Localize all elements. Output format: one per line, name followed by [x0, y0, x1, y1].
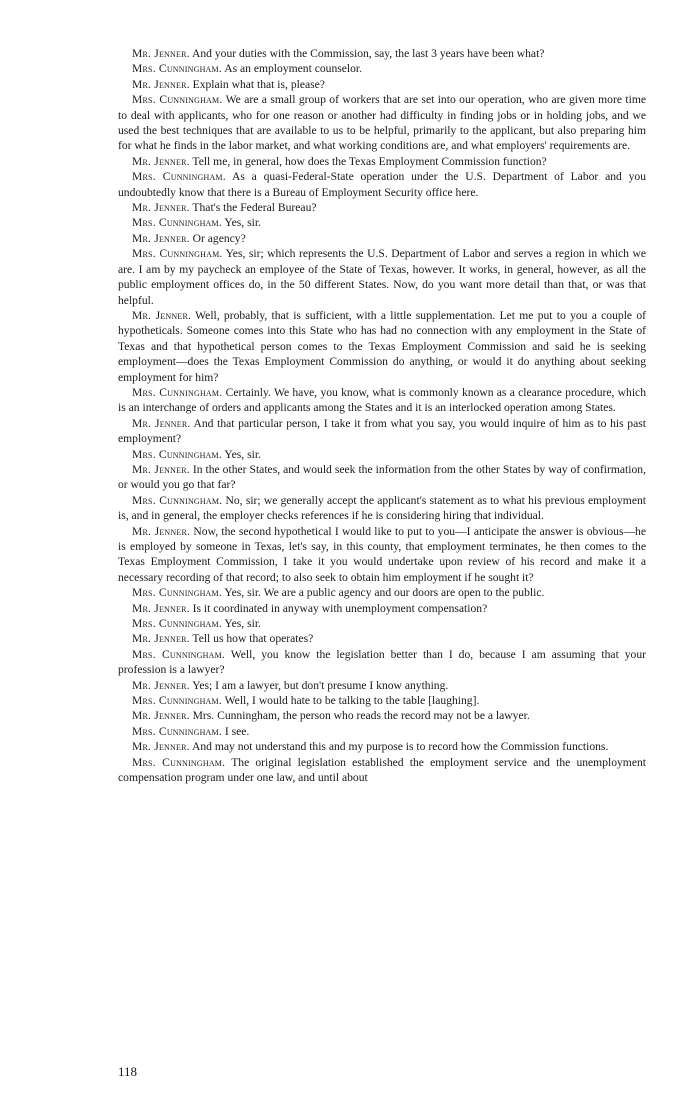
testimony-text: And may not understand this and my purpose is to record how the Commission functions. [191, 740, 609, 754]
speaker-name: Mr. Jenner. [132, 308, 192, 322]
testimony-text: Or agency? [192, 231, 246, 245]
testimony-text: Now, the second hypothetical I would like to put to you—I anticipate the answer is obvious—he is employed by someone in Texas, let's say, in this county, that employment terminates, he then comes to the Texas Employment Commission, I take it you would undertake upon review of his record and make it a necessary recording of that record; to also seek to obtain him employment if he sought it? [118, 524, 646, 584]
speaker-name: Mr. Jenner. [132, 601, 190, 615]
speaker-name: Mr. Jenner. [132, 632, 190, 646]
speaker-name: Mrs. Cunningham. [132, 170, 226, 184]
testimony-paragraph [118, 724, 646, 739]
testimony-paragraph [118, 647, 646, 678]
testimony-text: Yes, sir. We are a public agency and our doors are open to the public. [224, 586, 545, 600]
testimony-text: Explain what that is, please? [192, 77, 325, 91]
testimony-text: Yes, sir; which represents the U.S. Department of Labor and serves a region in which we are. I am by my paycheck an employee of the State of Texas, however. It works, in general, however, as all the public employment offices do, in the 50 different States. Now, do you want more detail than that, or was that helpful. [118, 247, 646, 307]
testimony-paragraph [118, 493, 646, 524]
speaker-name: Mrs. Cunningham. [132, 216, 222, 230]
testimony-text: And that particular person, I take it from what you say, you would inquire of him as to his past employment? [118, 416, 646, 446]
testimony-paragraph [118, 524, 646, 586]
testimony-text: Well, probably, that is sufficient, with a little supplementation. Let me put to you a couple of hypotheticals. Someone comes into this State who has had no connection with any employment in the State of Texas and that hypothetical person comes to the Texas Employment Commission and said he is seeking employment—does the Texas Employment Commission do anything, or would it do anything about seeking employment for him? [118, 308, 646, 384]
testimony-text: Well, you know the legislation better than I do, because I am assuming that your profession is a lawyer? [118, 647, 646, 677]
speaker-name: Mr. Jenner. [132, 231, 190, 245]
speaker-name: Mr. Jenner. [132, 524, 191, 538]
speaker-name: Mr. Jenner. [132, 709, 190, 723]
testimony-paragraph [118, 154, 646, 169]
testimony-paragraph [118, 616, 646, 631]
speaker-name: Mrs. Cunningham. [132, 247, 223, 261]
testimony-text: Yes, sir. [224, 617, 261, 631]
testimony-text: Tell me, in general, how does the Texas Employment Commission function? [192, 154, 547, 168]
page-number: 118 [118, 1064, 138, 1079]
testimony-paragraph [118, 169, 646, 200]
speaker-name: Mrs. Cunningham. [132, 724, 222, 738]
testimony-text: I see. [224, 724, 250, 738]
testimony-text: That's the Federal Bureau? [192, 201, 317, 215]
testimony-text: Yes, sir. [224, 447, 261, 461]
testimony-text: Certainly. We have, you know, what is commonly known as a clearance procedure, which is an interchange of orders and applicants among the States and it is an interlocked operation among States. [118, 385, 647, 415]
testimony-paragraph [118, 708, 646, 723]
speaker-name: Mr. Jenner. [132, 201, 190, 215]
testimony-paragraph [118, 462, 646, 493]
testimony-text: Yes; I am a lawyer, but don't presume I know anything. [192, 678, 449, 692]
testimony-paragraph [118, 215, 646, 230]
speaker-name: Mr. Jenner. [132, 740, 190, 754]
speaker-name: Mrs. Cunningham. [132, 93, 223, 107]
speaker-name: Mrs. Cunningham. [132, 755, 226, 769]
testimony-text: Mrs. Cunningham, the person who reads the record may not be a lawyer. [192, 709, 530, 723]
testimony-paragraph [118, 92, 646, 154]
testimony-text: And your duties with the Commission, say, the last 3 years have been what? [191, 47, 545, 60]
testimony-paragraph [118, 77, 646, 92]
testimony-text: The original legislation established the employment service and the unemployment compensation program under one law, and until about [118, 755, 646, 785]
testimony-text: No, sir; we generally accept the applicant's statement as to what his previous employment is, and in general, the employer checks references if he is considering hiring that individual. [118, 493, 646, 523]
testimony-paragraph [118, 631, 646, 646]
transcript-page [118, 46, 646, 786]
speaker-name: Mr. Jenner. [132, 416, 191, 430]
testimony-text: As a quasi-Federal-State operation under the U.S. Department of Labor and you undoubtedly know that there is a Bureau of Employment Security office here. [118, 170, 646, 199]
testimony-paragraph [118, 61, 646, 76]
speaker-name: Mrs. Cunningham. [132, 647, 225, 661]
speaker-name: Mrs. Cunningham. [132, 493, 223, 507]
testimony-text: We are a small group of workers that are set into our operation, who are given more time to deal with applicants, who for one reason or another had difficulty in finding jobs or in holding jobs, and we used the best techniques that are available to us to be helpful, primarily to the applicant, but also preparing him for what he finds in the labor market, and what working conditions are, and what employers' requirements are. [118, 93, 646, 153]
testimony-paragraph [118, 385, 646, 416]
testimony-paragraph [118, 693, 646, 708]
testimony-paragraph [118, 739, 646, 754]
testimony-paragraph [118, 755, 646, 786]
testimony-paragraph [118, 678, 646, 693]
speaker-name: Mr. Jenner. [132, 462, 190, 476]
speaker-name: Mr. Jenner. [132, 77, 190, 91]
testimony-text: In the other States, and would seek the information from the other States by way of confirmation, or would you go that far? [118, 462, 646, 492]
speaker-name: Mr. Jenner. [132, 47, 190, 60]
speaker-name: Mr. Jenner. [132, 678, 190, 692]
testimony-paragraph [118, 46, 646, 61]
testimony-paragraph [118, 231, 646, 246]
speaker-name: Mrs. Cunningham. [132, 586, 222, 600]
testimony-paragraph [118, 601, 646, 616]
testimony-paragraph [118, 447, 646, 462]
testimony-paragraph [118, 308, 646, 385]
speaker-name: Mrs. Cunningham. [132, 617, 222, 631]
speaker-name: Mrs. Cunningham. [132, 447, 222, 461]
testimony-text: Is it coordinated in anyway with unemployment compensation? [192, 601, 488, 615]
testimony-text: Tell us how that operates? [192, 632, 314, 646]
testimony-text: Well, I would hate to be talking to the table [laughing]. [224, 694, 480, 708]
speaker-name: Mrs. Cunningham. [132, 385, 223, 399]
testimony-paragraph [118, 200, 646, 215]
speaker-name: Mrs. Cunningham. [132, 694, 222, 708]
speaker-name: Mr. Jenner. [132, 154, 190, 168]
testimony-paragraph [118, 585, 646, 600]
speaker-name: Mrs. Cunningham. [132, 62, 222, 76]
testimony-paragraph [118, 246, 646, 308]
testimony-paragraph [118, 416, 646, 447]
testimony-text: As an employment counselor. [224, 62, 363, 76]
testimony-text: Yes, sir. [224, 216, 261, 230]
